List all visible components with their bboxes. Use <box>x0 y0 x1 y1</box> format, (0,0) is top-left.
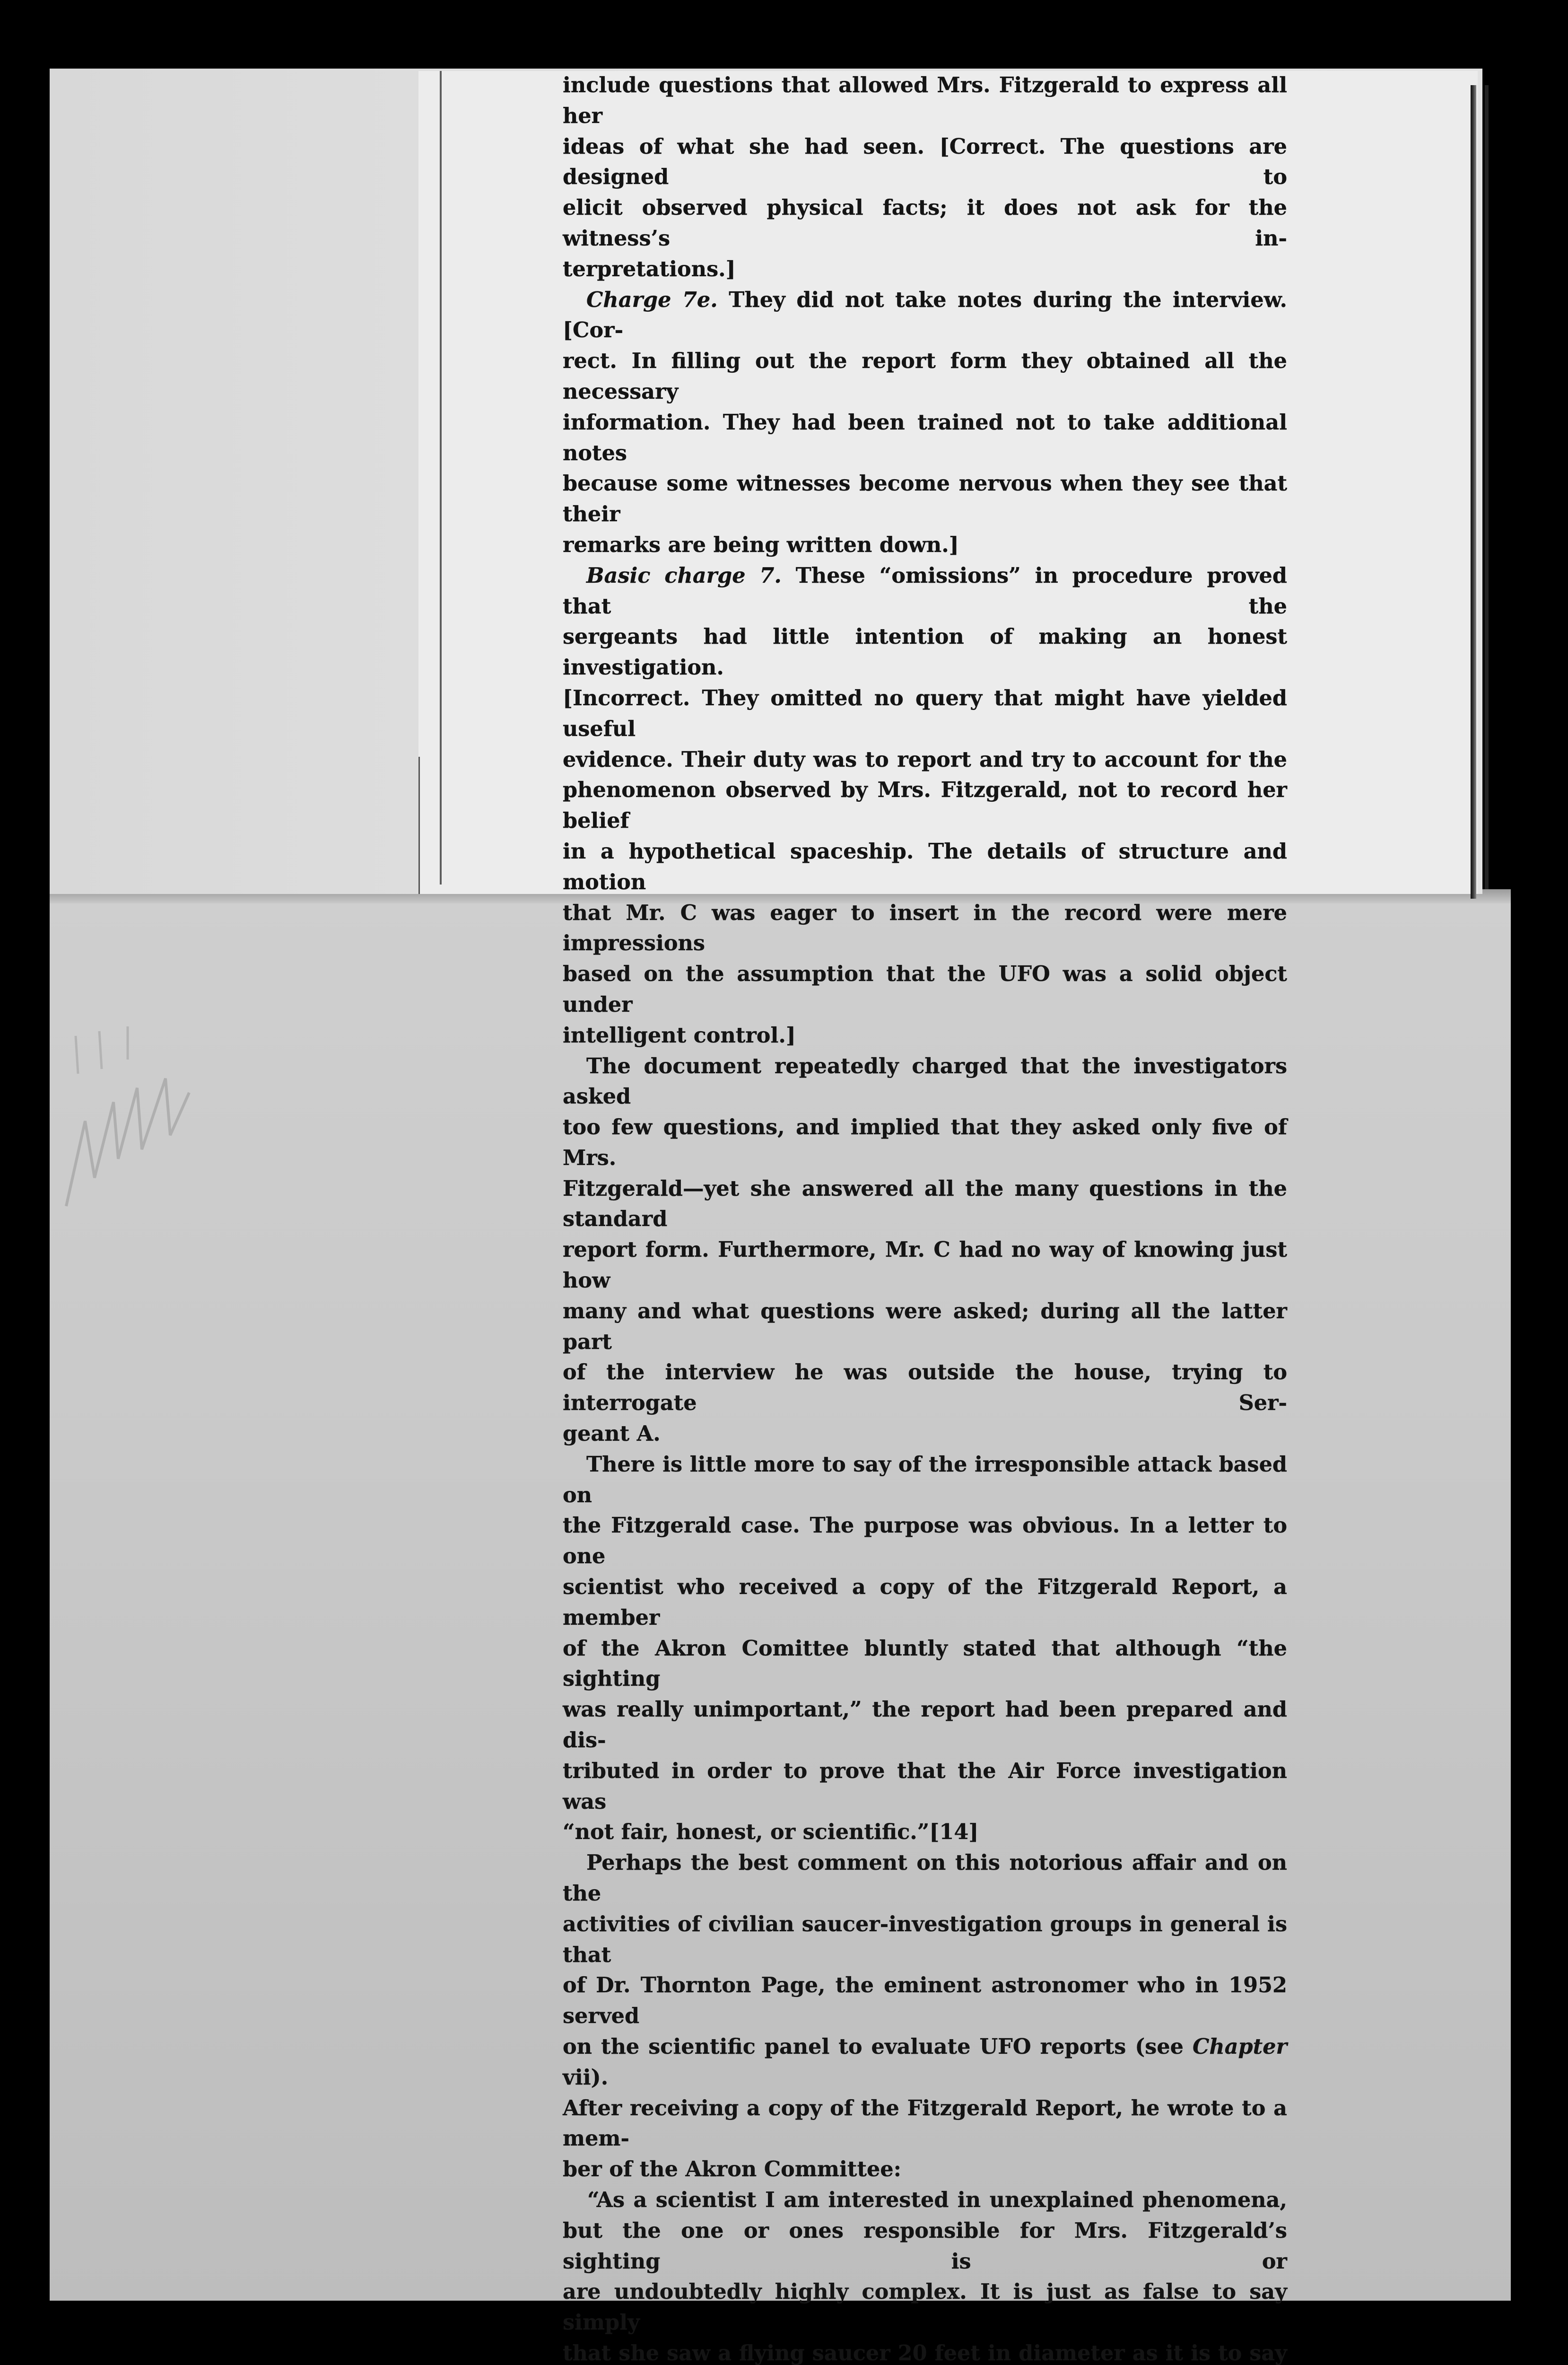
text-line <box>563 2277 1287 2338</box>
page-right-edge <box>1471 85 1476 899</box>
line-text: Perhaps the best comment on this notorious affair and on the <box>563 1850 1287 1906</box>
line-text: scientist who received a copy of the Fitzgerald Report, a member <box>563 1575 1287 1630</box>
line-text: sergeants had little intention of making an honest investigation. <box>563 624 1287 680</box>
text-line <box>563 1817 1287 1848</box>
text-line <box>563 1235 1287 1296</box>
text-line <box>563 622 1287 683</box>
line-text: ideas of what she had seen. [Correct. The questions are designed to <box>563 134 1287 190</box>
text-line <box>563 1848 1287 1909</box>
line-text: [Incorrect. They omitted no query that might have yielded useful <box>563 685 1287 741</box>
line-text: terpretations.] <box>563 256 736 281</box>
text-line <box>563 898 1287 959</box>
line-text: evidence. Their duty was to report and try to account for the <box>563 747 1287 772</box>
text-line <box>563 775 1287 836</box>
line-text: intelligent control.] <box>563 1023 796 1048</box>
line-text: the Fitzgerald case. The purpose was obvious. In a letter to one <box>563 1513 1287 1569</box>
line-text: but the one or ones responsible for Mrs. Fitzgerald’s sighting is or <box>563 2218 1287 2274</box>
text-line <box>563 1572 1287 1633</box>
text-line <box>563 2338 1287 2365</box>
text-line <box>563 1633 1287 1695</box>
line-text: elicit observed physical facts; it does not ask for the witness’s in- <box>563 195 1287 251</box>
text-line <box>563 1756 1287 1817</box>
line-text: of the Akron Comittee bluntly stated that although “the sighting <box>563 1636 1287 1691</box>
text-line <box>563 561 1287 622</box>
text-line <box>563 468 1287 530</box>
line-text: activities of civilian saucer-investigation groups in general is that <box>563 1911 1287 1967</box>
line-text: Fitzgerald—yet she answered all the many questions in the standard <box>563 1176 1287 1232</box>
line-text: After receiving a copy of the Fitzgerald Report, he wrote to a mem- <box>563 2095 1287 2151</box>
charge-label: Basic charge 7. <box>586 563 782 588</box>
text-line <box>563 1909 1287 1971</box>
line-text: too few questions, and implied that they asked only five of Mrs. <box>563 1115 1287 1170</box>
text-line <box>563 959 1287 1020</box>
line-text: of Dr. Thornton Page, the eminent astronomer who in 1952 served <box>563 1973 1287 2029</box>
line-text: geant A. <box>563 1421 661 1446</box>
text-line <box>563 2185 1287 2216</box>
line-text: in a hypothetical spaceship. The details of structure and motion <box>563 839 1287 894</box>
text-line <box>563 2216 1287 2277</box>
line-text: include questions that allowed Mrs. Fitzgerald to express all her <box>563 73 1287 128</box>
text-line <box>563 1970 1287 2032</box>
line-text: The document repeatedly charged that the investigators asked <box>563 1053 1287 1109</box>
line-text-end: vii). <box>563 2065 609 2090</box>
text-line <box>563 2093 1287 2155</box>
body-text <box>563 70 1287 2365</box>
text-line <box>563 1419 1287 1449</box>
line-text: tributed in order to prove that the Air Force investigation was <box>563 1758 1287 1814</box>
text-line <box>563 1510 1287 1572</box>
line-text: They did not take notes during the interview. [Cor- <box>563 287 1287 343</box>
page-fold-line <box>440 71 442 885</box>
text-line <box>563 1020 1287 1051</box>
text-line <box>563 254 1287 285</box>
line-text: phenomenon observed by Mrs. Fitzgerald, not to record her belief <box>563 778 1287 833</box>
line-text: many and what questions were asked; during all the latter part <box>563 1298 1287 1354</box>
text-line <box>563 193 1287 254</box>
line-text: There is little more to say of the irresponsible attack based on <box>563 1452 1287 1507</box>
text-line <box>563 530 1287 561</box>
text-line <box>563 1296 1287 1358</box>
text-line <box>563 683 1287 745</box>
page-fold-line-lower <box>418 757 420 894</box>
line-text: report form. Furthermore, Mr. C had no way of knowing just how <box>563 1237 1287 1293</box>
text-line <box>563 70 1287 131</box>
line-text: “As a scientist I am interested in unexplained phenomena, <box>587 2187 1287 2212</box>
line-text: rect. In filling out the report form they obtained all the necessary <box>563 349 1287 404</box>
text-line <box>563 2032 1287 2093</box>
charge-label: Charge 7e. <box>586 287 718 312</box>
page-right-edge-shadow <box>1485 85 1489 889</box>
line-text: because some witnesses become nervous when they see that their <box>563 471 1287 527</box>
line-text: “not fair, honest, or scientific.”[14] <box>563 1820 979 1845</box>
line-text: information. They had been trained not to take additional notes <box>563 410 1287 465</box>
line-text: remarks are being written down.] <box>563 532 959 557</box>
text-line <box>563 1174 1287 1235</box>
line-text: of the interview he was outside the house, trying to interrogate Ser- <box>563 1360 1287 1416</box>
chapter-ref: Chapter <box>1192 2034 1287 2059</box>
text-line <box>563 2154 1287 2185</box>
line-text: that Mr. C was eager to insert in the record were mere impressions <box>563 900 1287 956</box>
line-text: are undoubtedly highly complex. It is just as false to say simply <box>563 2279 1287 2335</box>
line-text: on the scientific panel to evaluate UFO reports (see <box>563 2034 1193 2059</box>
text-line <box>563 131 1287 193</box>
text-line <box>563 836 1287 898</box>
text-line <box>563 346 1287 407</box>
handwriting-smudge <box>57 979 246 1225</box>
text-line <box>563 1449 1287 1511</box>
line-text: was really unimportant,” the report had been prepared and dis- <box>563 1697 1287 1753</box>
text-line <box>563 1112 1287 1174</box>
text-line <box>563 1357 1287 1419</box>
text-line <box>563 1051 1287 1112</box>
text-line <box>563 285 1287 346</box>
line-text: based on the assumption that the UFO was a solid object under <box>563 962 1287 1017</box>
text-line <box>563 1694 1287 1756</box>
line-text: These “omissions” in procedure proved that the <box>563 563 1287 619</box>
line-text: ber of the Akron Committee: <box>563 2157 902 2182</box>
text-line <box>563 745 1287 775</box>
line-text: that she saw a flying saucer 20 feet in diameter as it is to say <box>563 2340 1287 2365</box>
text-line <box>563 407 1287 469</box>
